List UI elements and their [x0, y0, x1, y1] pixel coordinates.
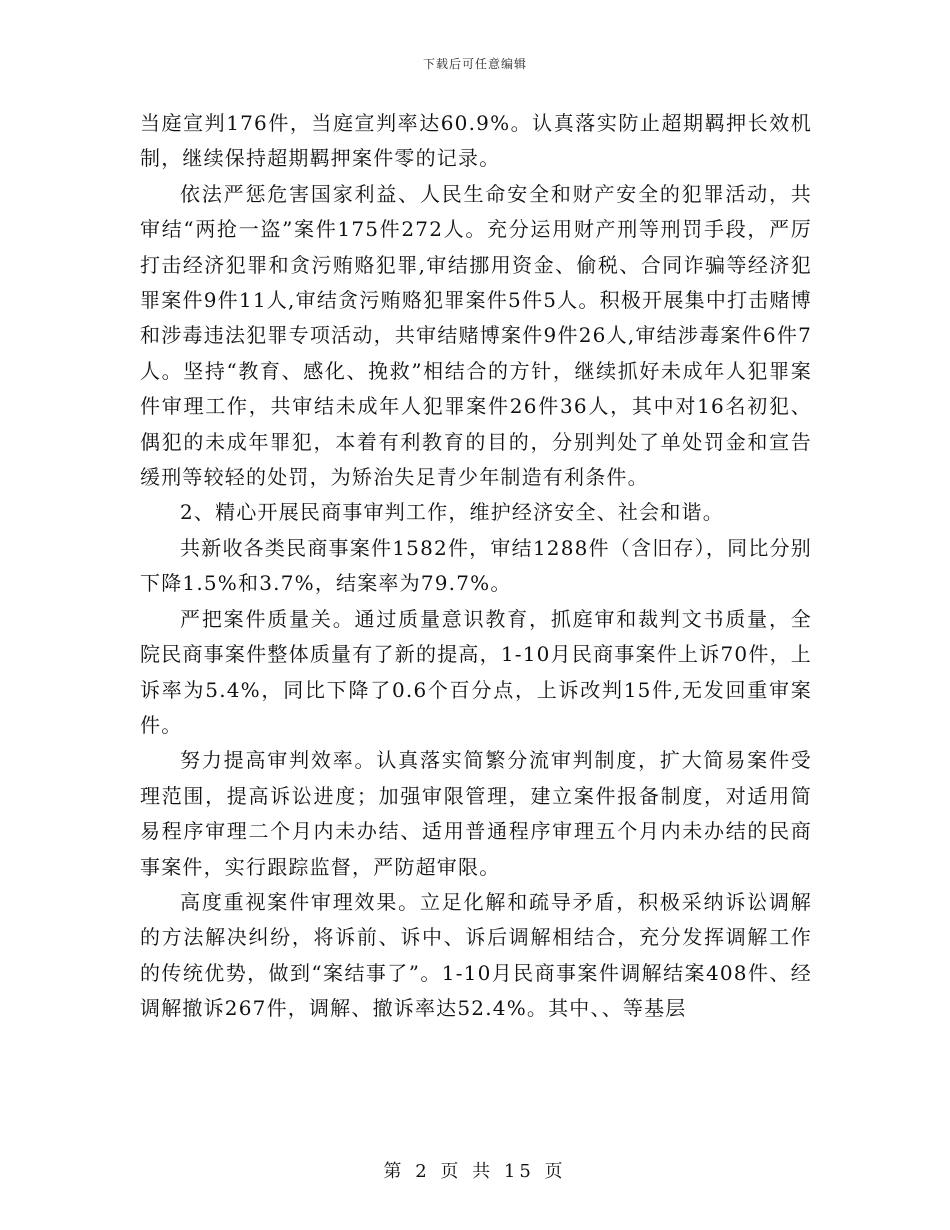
header-note: 下载后可任意编辑: [422, 57, 527, 71]
paragraph: 高度重视案件审理效果。立足化解和疏导矛盾，积极采纳诉讼调解的方法解决纠纷，将诉前、诉中、诉后调解相结合，充分发挥调解工作的传统优势，做到“案结事了”。1-10月民商事案件调解结案408件、经调解撤诉267件，调解、撤诉率达52.4%。其中、、等基层: [140, 889, 812, 1021]
current-page-number: 2: [415, 1161, 431, 1182]
footer-middle: 页 共: [440, 1161, 495, 1182]
paragraph: 当庭宣判176件，当庭宣判率达60.9%。认真落实防止超期羁押长效机制，继续保持超期羁押案件零的记录。: [140, 111, 812, 171]
footer-prefix: 第: [383, 1161, 406, 1182]
section-heading: 2、精心开展民商事审判工作，维护经济安全、社会和谐。: [180, 500, 724, 525]
paragraph: 共新收各类民商事案件1582件，审结1288件（含旧存），同比分别下降1.5%和3.7%，结案率为79.7%。: [140, 535, 812, 596]
total-page-count: 15: [503, 1161, 535, 1182]
paragraph: 严把案件质量关。通过质量意识教育，抓庭审和裁判文书质量，全院民商事案件整体质量有了新的提高，1-10月民商事案件上诉70件，上诉率为5.4%，同比下降了0.6个百分点，上诉改判15件,无发回重审案件。: [140, 606, 812, 737]
page-footer: [0, 1157, 950, 1183]
paragraph: 努力提高审判效率。认真落实简繁分流审判制度，扩大简易案件受理范围，提高诉讼进度；加强审限管理，建立案件报备制度，对适用简易程序审理二个月内未办结、适用普通程序审理五个月内未办结的民商事案件，实行跟踪监督，严防超审限。: [140, 748, 812, 879]
footer-suffix: 页: [544, 1161, 567, 1182]
paragraph: 依法严惩危害国家利益、人民生命安全和财产安全的犯罪活动，共审结“两抢一盗”案件175件272人。充分运用财产刑等刑罚手段，严厉打击经济犯罪和贪污贿赂犯罪,审结挪用资金、偷税、合同诈骗等经济犯罪案件9件11人,审结贪污贿赂犯罪案件5件5人。积极开展集中打击赌博和涉毒违法犯罪专项活动，共审结赌博案件9件26人,审结涉毒案件6件7人。坚持“教育、感化、挽救”相结合的方针，继续抓好未成年人犯罪案件审理工作，共审结未成年人犯罪案件26件36人，其中对16名初犯、偶犯的未成年罪犯，本着有利教育的目的，分别判处了单处罚金和宣告缓刑等较轻的处罚，为矫治失足青少年制造有利条件。: [140, 181, 812, 490]
body-text: [140, 106, 812, 1027]
